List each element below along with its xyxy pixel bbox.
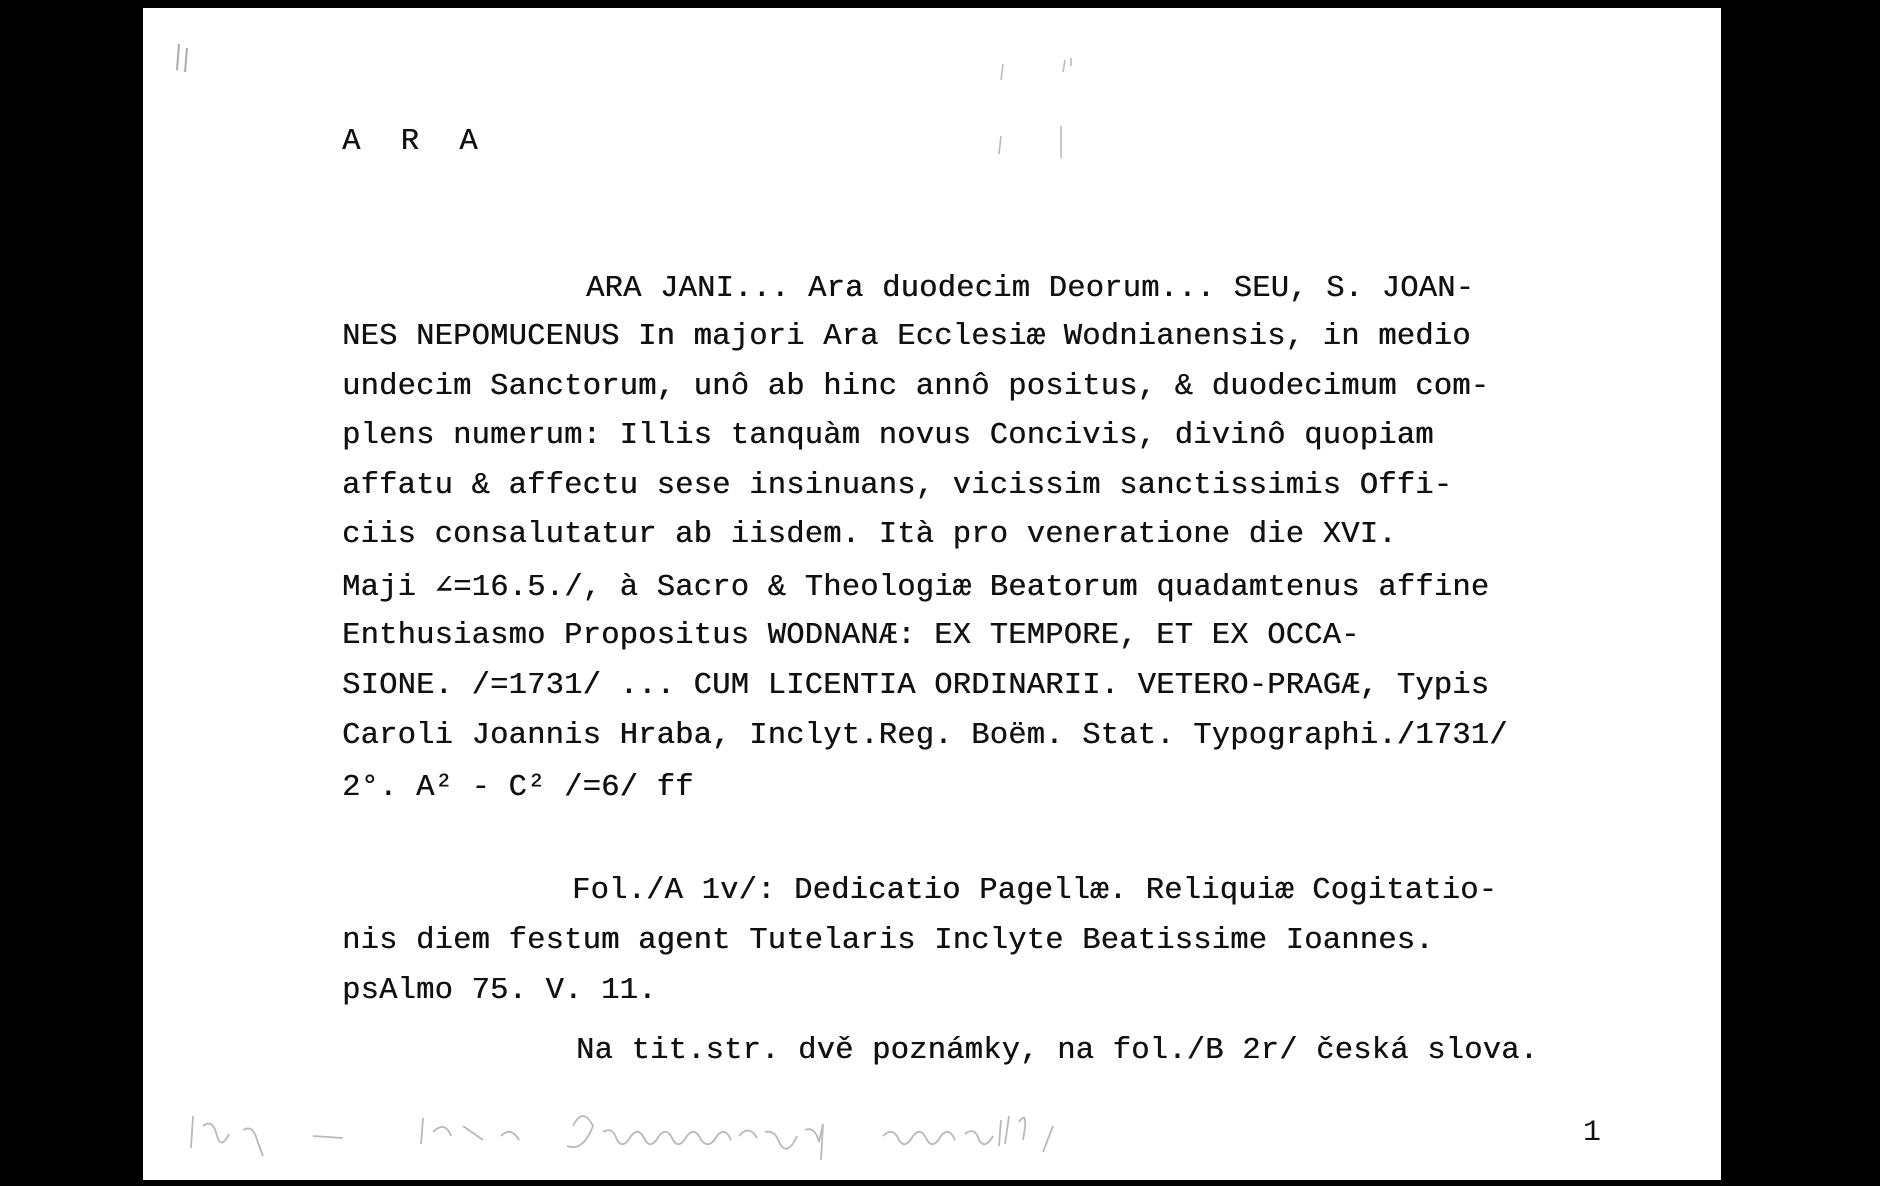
entry-line-4: plens numerum: Illis tanquàm novus Concivis, divinô quopiam (342, 419, 1434, 453)
fol-note-line-1: Fol./A 1v/: Dedicatio Pagellæ. Reliquiæ Cogitatio- (572, 874, 1498, 908)
entry-line-2: NES NEPOMUCENUS In majori Ara Ecclesiæ Wodnianensis, in medio (342, 320, 1471, 354)
catalog-card (143, 8, 1721, 1180)
entry-line-7: Maji ∠=16.5./, à Sacro & Theologiæ Beatorum quadamtenus affine (342, 571, 1490, 605)
entry-line-6: ciis consalutatur ab iisdem. Ità pro veneratione die XVI. (342, 518, 1397, 552)
pencil-handwriting-scribble (183, 1096, 1323, 1176)
top-pencil-marks (143, 8, 1721, 168)
page-number: 1 (1583, 1116, 1602, 1150)
fol-note-line-3: psAlmo 75. V. 11. (342, 974, 657, 1008)
entry-line-5: affatu & affectu sese insinuans, vicissim sanctissimis Offi- (342, 469, 1453, 503)
entry-line-11: 2°. A² - C² /=6/ ff (342, 771, 694, 805)
header-word: A R A (342, 125, 489, 159)
entry-line-8: Enthusiasmo Propositus WODNANÆ: EX TEMPORE, ET EX OCCA- (342, 619, 1360, 653)
fol-note-line-2: nis diem festum agent Tutelaris Inclyte Beatissime Ioannes. (342, 924, 1434, 958)
entry-line-1: ARA JANI... Ara duodecim Deorum... SEU, S. JOAN- (586, 272, 1475, 306)
czech-remark: Na tit.str. dvě poznámky, na fol./B 2r/ česká slova. (576, 1034, 1539, 1068)
entry-line-9: SIONE. /=1731/ ... CUM LICENTIA ORDINARII. VETERO-PRAGÆ, Typis (342, 669, 1490, 703)
entry-line-3: undecim Sanctorum, unô ab hinc annô positus, & duodecimum com- (342, 370, 1490, 404)
entry-line-10: Caroli Joannis Hraba, Inclyt.Reg. Boëm. Stat. Typographi./1731/ (342, 719, 1508, 753)
